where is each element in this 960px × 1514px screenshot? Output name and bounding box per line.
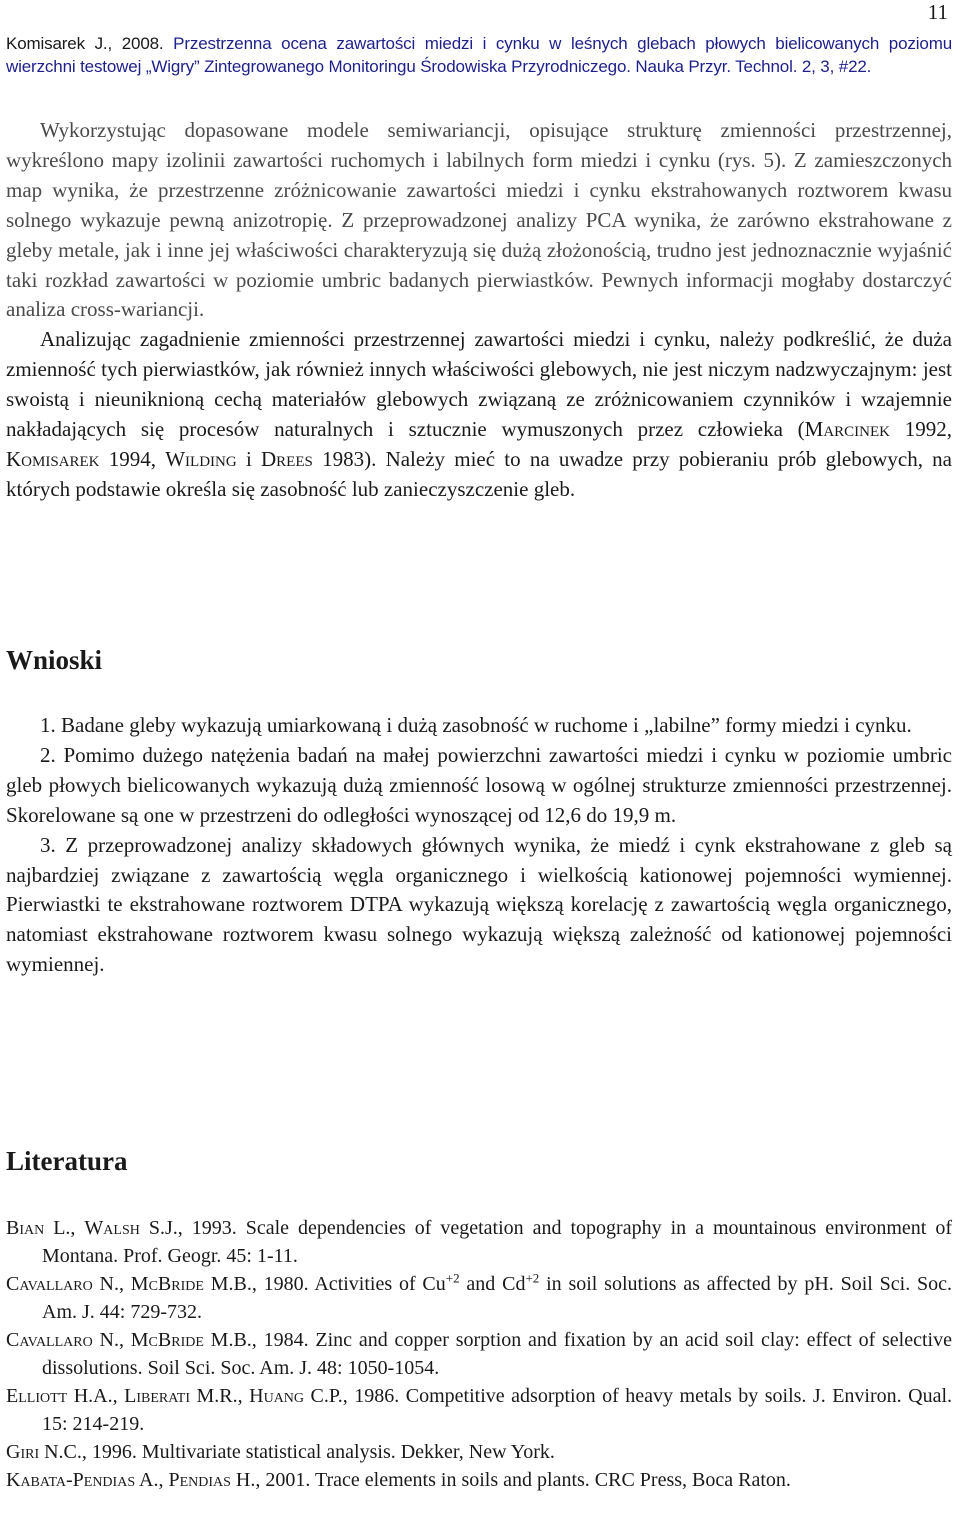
reference-text: in soil solutions as affected by pH. Soil Sci. Soc. Am. J. 44: 729-732. <box>42 1273 952 1323</box>
reference-text: N.C., 1996. Multivariate statistical analysis. Dekker, New York. <box>39 1441 555 1463</box>
citation-author: Wilding <box>165 446 237 471</box>
body-sentence: Wykorzystując dopasowane modele semiwariancji, opisujące strukturę zmienności przestrzennej, wykreślono mapy izolinii zawartości ruchomych i labilnych form miedzi i cynku (rys. 5). <box>6 118 952 172</box>
reference-text: S.J., 1993. Scale dependencies of vegetation and topography in a mountainous environment of Montana. Prof. Geogr. 45: 1-11. <box>42 1217 952 1267</box>
body-sentence: Analizując zagadnienie zmienności przestrzennej zawartości miedzi i cynku, należy podkreślić, że duża zmienność tych pierwiastków, jak również innych właściwości glebowych, nie jest niczym nadzwyczajnym: jest swoistą i nieuniknioną cechą materiałów glebowych związaną ze zróżnicowaniem czynników i wzajemnie nakładających się procesów naturalnych i sztucznie wymuszonych przez człowieka ( <box>6 327 952 442</box>
reference-item <box>6 1270 952 1326</box>
reference-author: Elliott <box>6 1385 68 1407</box>
reference-item <box>6 1214 952 1270</box>
reference-text: L., <box>44 1217 85 1239</box>
reference-author: Liberati <box>124 1385 190 1407</box>
reference-text: and Cd <box>459 1273 526 1295</box>
reference-text: H.A., <box>67 1385 125 1407</box>
references-list <box>6 1214 952 1494</box>
citation-year: 1992, <box>890 417 953 442</box>
section-title-references: Literatura <box>6 1146 128 1176</box>
citation-year: 1994, <box>99 446 166 471</box>
reference-text: H., 2001. Trace elements in soils and plants. CRC Press, Boca Raton. <box>230 1469 791 1491</box>
reference-text: N., <box>92 1329 131 1351</box>
body-paragraph-1 <box>6 116 952 325</box>
conclusions-list <box>6 711 952 980</box>
body-paragraph-2 <box>6 325 952 504</box>
section-title-conclusions: Wnioski <box>6 645 103 675</box>
reference-author: Walsh <box>84 1217 140 1239</box>
body-sentence: Pewnych informacji mogłaby dostarczyć analiza cross-wariancji. <box>6 267 952 322</box>
reference-author: Pendias <box>168 1469 231 1491</box>
reference-author: Bian <box>6 1217 45 1239</box>
reference-text: N., <box>92 1273 131 1295</box>
reference-text: M.R., <box>190 1385 250 1407</box>
conclusion-item-1: 1. Badane gleby wykazują umiarkowaną i dużą zasobność w ruchome i „labilne” formy miedzi i cynku. <box>40 713 912 737</box>
citation-author: Komisarek <box>6 446 100 471</box>
reference-author: Kabata-Pendias <box>6 1469 136 1491</box>
superscript: +2 <box>525 1270 540 1286</box>
reference-author: Cavallaro <box>6 1273 93 1295</box>
citation-year: 1983). <box>312 446 377 471</box>
conclusion-text: Pierwiastki te ekstrahowane roztworem DTPA wykazują większą korelację z zawartością węgla organicznego, natomiast ekstrahowane roztworem kwasu solnego wykazują większą zależność od kationowej pojemności wymiennej. <box>6 892 952 977</box>
citation-author: Drees <box>261 446 313 471</box>
conclusion-item-3 <box>6 831 952 981</box>
reference-item <box>6 1382 952 1438</box>
conclusion-text: 3. Z przeprowadzonej analizy składowych głównych wynika, że miedź i cynk ekstrahowane z gleb są najbardziej związane z zawartością węgla organicznego i wielkością kationowej pojemności wymiennej. <box>6 832 952 887</box>
reference-author: Cavallaro <box>6 1329 93 1351</box>
reference-text: C.P., 1986. Competitive adsorption of heavy metals by soils. J. Environ. Qual. 15: 214-219. <box>42 1385 953 1435</box>
reference-author: Giri <box>6 1441 40 1463</box>
citation-connector: i <box>236 446 262 471</box>
reference-author: Huang <box>249 1385 305 1407</box>
reference-author: McBride <box>130 1329 204 1351</box>
document-page <box>6 0 952 1514</box>
superscript: +2 <box>445 1270 460 1286</box>
header-authors: Komisarek J., 2008. <box>6 34 164 53</box>
body-sentence: Z przeprowadzonej analizy PCA wynika, że zarówno ekstrahowane z gleby metale, jak i inne jej właściwości charakteryzują się dużą złożonością, trudno jest jednoznacznie wyjaśnić taki rozkład zawartości w poziomie umbric badanych pierwiastków. <box>6 207 953 292</box>
reference-item <box>6 1326 952 1382</box>
citation-author: Marcinek <box>804 417 890 442</box>
reference-author: McBride <box>130 1273 204 1295</box>
reference-item <box>6 1438 952 1466</box>
running-header <box>6 32 952 78</box>
reference-text: M.B., 1980. Activities of Cu <box>203 1273 446 1295</box>
reference-text: A., <box>135 1469 169 1491</box>
body-sentence <box>786 148 794 172</box>
body-sentence: Należy mieć to na uwadze przy pobieraniu prób glebowych, na których podstawie określa się zasobność lub zanieczyszczenie gleb. <box>6 446 953 501</box>
conclusion-item-2: 2. Pomimo dużego natężenia badań na małej powierzchni zawartości miedzi i cynku w poziomie umbric gleb płowych bielicowanych wykazują dużą zmienność losową w ogólnej strukturze zmienności przestrzennej. Skorelowane są one w przestrzeni do odległości wynoszącej od 12,6 do 19,9 m. <box>6 742 952 827</box>
reference-text: M.B., 1984. Zinc and copper sorption and fixation by an acid soil clay: effect of selective dissolutions. Soil Sci. Soc. Am. J. 48: 1050-1054. <box>42 1329 952 1379</box>
body-sentence: Z zamieszczonych map wynika, że przestrzenne zróżnicowanie zawartości miedzi i cynku ekstrahowanych roztworem kwasu solnego wykazuje pewną anizotropię. <box>6 147 953 232</box>
page-number: 11 <box>927 0 948 24</box>
body-text <box>6 116 952 505</box>
reference-item <box>6 1466 952 1494</box>
header-title: Przestrzenna ocena zawartości miedzi i cynku w leśnych glebach płowych bielicowanych poziomu wierzchni testowej „Wigry” Zintegrowanego Monitoringu Środowiska Przyrodniczego. Nauka Przyr. Technol. 2, 3, #22. <box>6 34 953 76</box>
